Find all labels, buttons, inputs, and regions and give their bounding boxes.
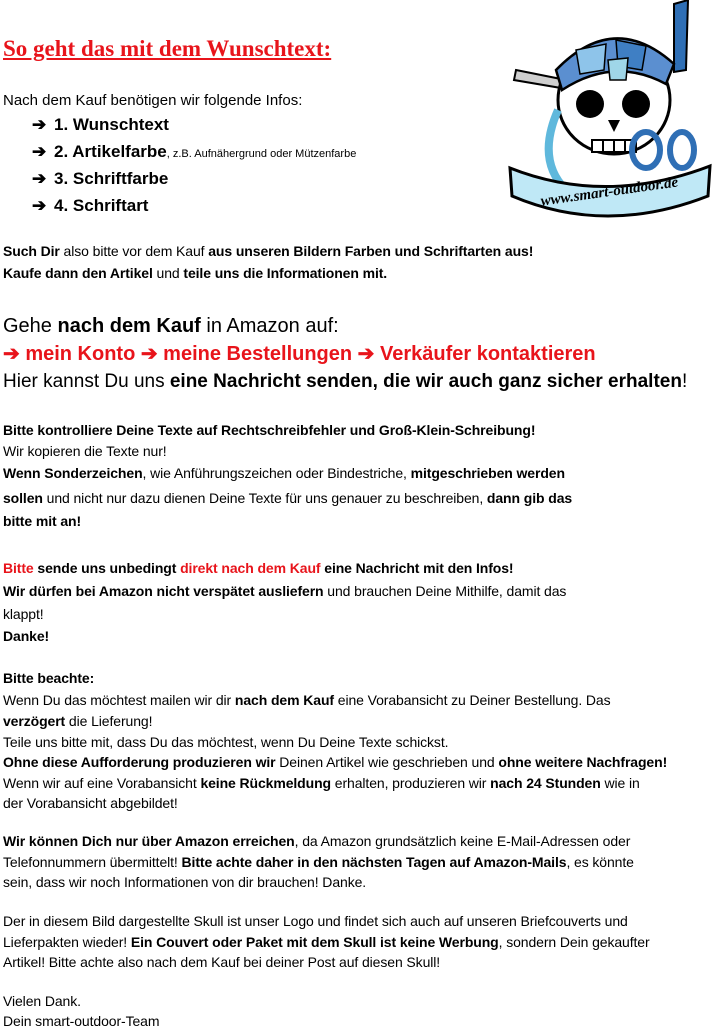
email-line-3: sein, dass wir noch Informationen von dir brauchen! Danke. bbox=[3, 874, 367, 890]
arrow-icon: ➔ bbox=[32, 142, 47, 161]
send-line-2: Wir dürfen bei Amazon nicht verspätet ausliefern und brauchen Deine Mithilfe, damit das bbox=[3, 583, 567, 599]
skull-line-2: Lieferpakten wieder! Ein Couvert oder Paket mit dem Skull ist keine Werbung, sondern Dein gekaufter bbox=[3, 934, 650, 950]
note-line-2: verzögert die Lieferung! bbox=[3, 713, 153, 729]
check-line-3: Wenn Sonderzeichen, wie Anführungszeichen oder Bindestriche, mitgeschrieben werden bbox=[3, 465, 565, 481]
email-line-1: Wir können Dich nur über Amazon erreichen, da Amazon grundsätzlich keine E-Mail-Adressen oder bbox=[3, 833, 631, 849]
closing-thanks: Vielen Dank. bbox=[3, 993, 81, 1009]
step-item bbox=[32, 115, 169, 135]
skull-line-1: Der in diesem Bild dargestellte Skull ist unser Logo und findet sich auch auf unseren Briefcouverts und bbox=[3, 913, 628, 929]
closing-signature: Dein smart-outdoor-Team bbox=[3, 1013, 160, 1029]
step-item bbox=[32, 142, 356, 162]
note-line-3: Teile uns bitte mit, dass Du das möchtest, wenn Du Deine Texte schickst. bbox=[3, 734, 449, 750]
send-line-1: Bitte sende uns unbedingt direkt nach dem Kauf eine Nachricht mit den Infos! bbox=[3, 560, 514, 576]
note-line-5: Wenn wir auf eine Vorabansicht keine Rückmeldung erhalten, produzieren wir nach 24 Stunden wie in bbox=[3, 775, 640, 791]
step-item bbox=[32, 169, 168, 189]
arrow-icon: ➔ bbox=[32, 169, 47, 188]
choose-line-2: Kaufe dann den Artikel und teile uns die Informationen mit. bbox=[3, 265, 388, 281]
choose-line-1: Such Dir also bitte vor dem Kauf aus unseren Bildern Farben und Schriftarten aus! bbox=[3, 243, 534, 259]
step-note: , z.B. Aufnähergrund oder Mützenfarbe bbox=[166, 148, 357, 160]
send-line-4: Danke! bbox=[3, 628, 50, 644]
send-line-3: klappt! bbox=[3, 606, 44, 622]
skull-scissors-logo bbox=[496, 0, 718, 218]
step-label: 2. Artikelfarbe bbox=[54, 142, 167, 161]
email-line-2: Telefonnummern übermittelt! Bitte achte daher in den nächsten Tagen auf Amazon-Mails, es könnte bbox=[3, 854, 634, 870]
check-line-5: bitte mit an! bbox=[3, 513, 82, 529]
note-line-1: Wenn Du das möchtest mailen wir dir nach dem Kauf eine Vorabansicht zu Deiner Bestellung. Das bbox=[3, 692, 611, 708]
note-line-6: der Vorabansicht abgebildet! bbox=[3, 795, 178, 811]
amazon-line-1: Gehe nach dem Kauf in Amazon auf: bbox=[3, 315, 339, 337]
step-label: 3. Schriftfarbe bbox=[54, 169, 169, 188]
logo-banner-text: www.smart-outdoor.de bbox=[539, 174, 680, 210]
page-title: So geht das mit dem Wunschtext: bbox=[3, 36, 332, 61]
note-line-4: Ohne diese Aufforderung produzieren wir Deinen Artikel wie geschrieben und ohne weitere Nachfragen! bbox=[3, 754, 668, 770]
step-label: 1. Wunschtext bbox=[54, 115, 169, 134]
arrow-icon: ➔ bbox=[32, 115, 47, 134]
check-line-2: Wir kopieren die Texte nur! bbox=[3, 443, 167, 459]
check-line-1: Bitte kontrolliere Deine Texte auf Rechtschreibfehler und Groß-Klein-Schreibung! bbox=[3, 422, 536, 438]
check-line-4: sollen und nicht nur dazu dienen Deine Texte für uns genauer zu beschreiben, dann gib das bbox=[3, 490, 573, 506]
step-item bbox=[32, 196, 148, 216]
amazon-line-3: Hier kannst Du uns eine Nachricht senden, die wir auch ganz sicher erhalten! bbox=[3, 371, 688, 392]
skull-line-3: Artikel! Bitte achte also nach dem Kauf bei deiner Post auf diesen Skull! bbox=[3, 954, 441, 970]
step-label: 4. Schriftart bbox=[54, 196, 149, 215]
amazon-nav-path: ➔ mein Konto ➔ meine Bestellungen ➔ Verkäufer kontaktieren bbox=[3, 343, 596, 365]
note-heading: Bitte beachte: bbox=[3, 670, 95, 686]
intro-text: Nach dem Kauf benötigen wir folgende Infos: bbox=[3, 92, 303, 109]
arrow-icon: ➔ bbox=[32, 196, 47, 215]
